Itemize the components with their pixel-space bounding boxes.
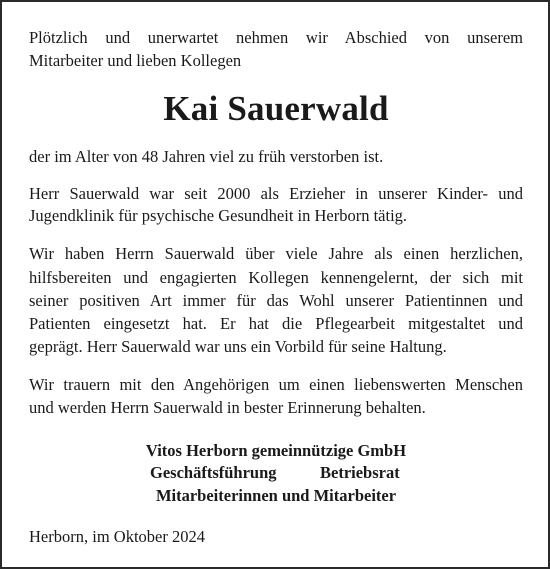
paragraph1-line-2: Jugendklinik für psychische Gesundheit in Herborn tätig.: [29, 206, 408, 225]
intro-line-1: Plötzlich und unerwartet nehmen wir Abschied von unserem: [29, 28, 523, 47]
age-line: der im Alter von 48 Jahren viel zu früh verstorben ist.: [29, 147, 384, 166]
paragraph2-line-2: hilfsbereiten und engagierten Kollegen kennengelernt, der sich mit: [29, 268, 523, 287]
deceased-name: Kai Sauerwald: [163, 89, 389, 128]
paragraph2-line-1: Wir haben Herrn Sauerwald über viele Jahre als einen herzlichen,: [29, 244, 523, 263]
signature-staff: Mitarbeiterinnen und Mitarbeiter: [155, 486, 397, 505]
paragraph1-line-1: Herr Sauerwald war seit 2000 als Erzieher in unserer Kinder- und: [29, 184, 523, 203]
paragraph2-line-4: Patienten eingesetzt hat. Er hat die Pflegearbeit mitgestaltet und: [29, 314, 523, 333]
signature-organization: Vitos Herborn gemeinnützige GmbH: [145, 441, 407, 460]
intro-line-2: Mitarbeiter und lieben Kollegen: [29, 51, 242, 70]
paragraph2-line-5: geprägt. Herr Sauerwald war uns ein Vorbild für seine Haltung.: [29, 337, 447, 356]
signature-departments: [29, 463, 523, 483]
signature-management: Geschäftsführung: [150, 463, 277, 482]
paragraph3-line-2: und werden Herrn Sauerwald in bester Erinnerung behalten.: [29, 398, 426, 417]
paragraph2-line-3: seiner positiven Art immer für das Wohl unserer Patientinnen und: [29, 291, 523, 310]
paragraph3-line-1: Wir trauern mit den Angehörigen um einen liebenswerten Menschen: [29, 375, 523, 394]
signature-council: Betriebsrat: [320, 463, 400, 482]
place-date: Herborn, im Oktober 2024: [29, 527, 205, 546]
